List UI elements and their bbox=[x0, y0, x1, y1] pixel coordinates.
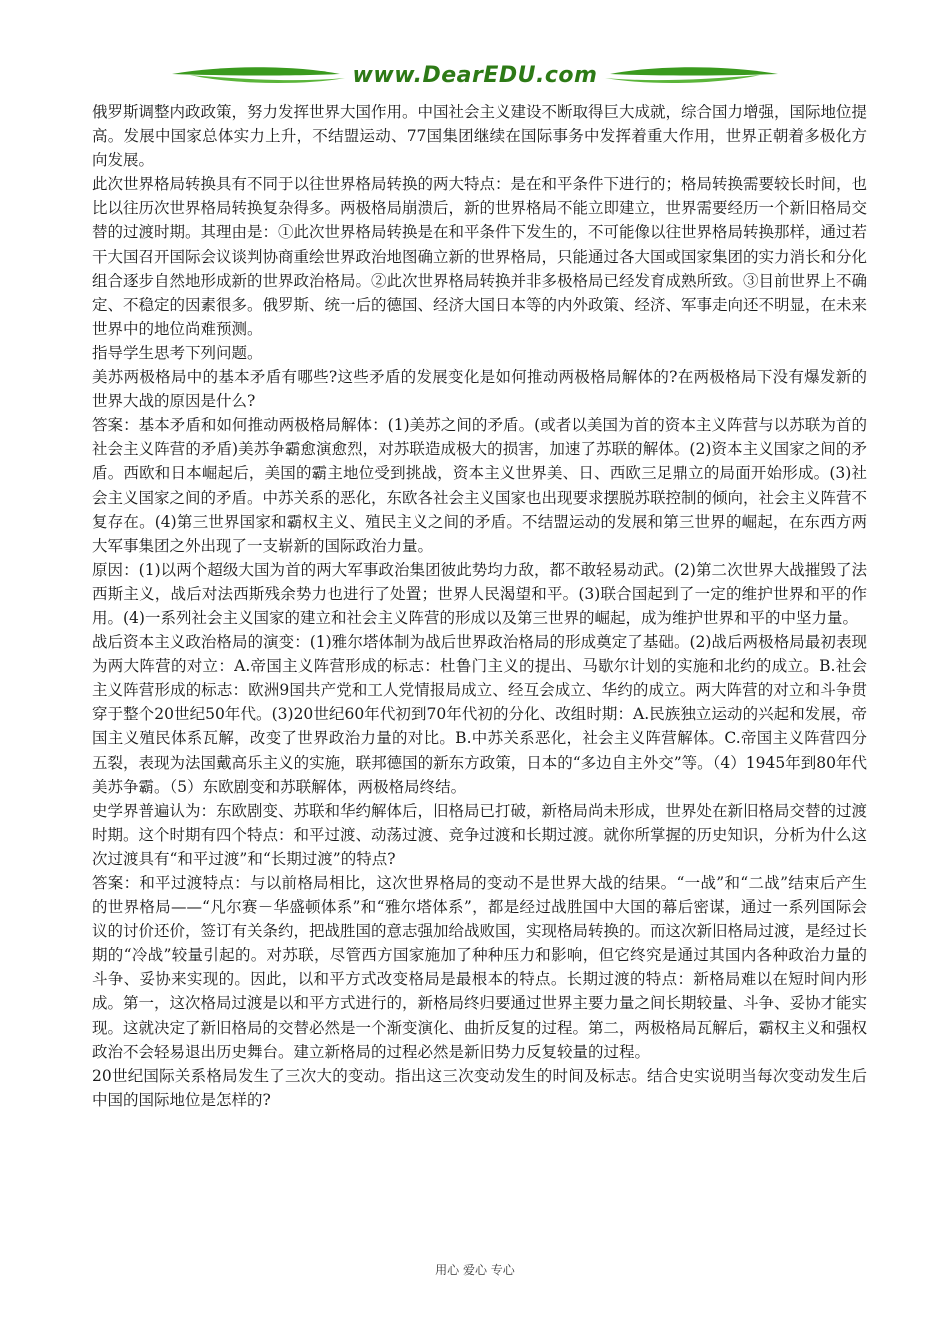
page-footer: 用心 爱心 专心 bbox=[435, 1263, 515, 1277]
paragraph: 美苏两极格局中的基本矛盾有哪些?这些矛盾的发展变化是如何推动两极格局解体的?在两极格局下没有爆发新的世界大战的原因是什么? bbox=[92, 368, 867, 411]
paragraph: 史学界普遍认为：东欧剧变、苏联和华约解体后，旧格局已打破，新格局尚未形成，世界处在新旧格局交替的过渡时期。这个时期有四个特点：和平过渡、动荡过渡、竞争过渡和长期过渡。就你所掌握的历史知识，分析为什么这次过渡具有“和平过渡”和“长期过渡”的特点? bbox=[92, 801, 868, 868]
paragraph: 答案：基本矛盾和如何推动两极格局解体：(1)美苏之间的矛盾。(或者以美国为首的资本主义阵营与以苏联为首的社会主义阵营的矛盾)美苏争霸愈演愈烈，对苏联造成极大的损害，加速了苏联的解体。(2)资本主义国家之间的矛盾。西欧和日本崛起后，美国的霸主地位受到挑战，资本主义世界美、日、西欧三足鼎立的局面开始形成。(3)社会主义国家之间的矛盾。中苏关系的恶化，东欧各社会主义国家也出现要求摆脱苏联控制的倾向，社会主义阵营不复存在。(4)第三世界国家和霸权主义、殖民主义之间的矛盾。不结盟运动的发展和第三世界的崛起，在东西方两大军事集团之外出现了一支崭新的国际政治力量。 bbox=[92, 416, 868, 555]
paragraph: 20世纪国际关系格局发生了三次大的变动。指出这三次变动发生的时间及标志。结合史实说明当每次变动发生后中国的国际地位是怎样的? bbox=[92, 1066, 867, 1109]
page-header bbox=[170, 62, 780, 92]
paragraph: 指导学生思考下列问题。 bbox=[92, 343, 263, 362]
paragraph: 答案：和平过渡特点：与以前格局相比，这次世界格局的变动不是世界大战的结果。“一战”和“二战”结束后产生的世界格局——“凡尔赛－华盛顿体系”和“雅尔塔体系”，都是经过战胜国中大国的幕后密谋，通过一系列国际会议的讨价还价，签订有关条约，把战胜国的意志强加给战败国，实现格局转换的。而这次新旧格局过渡，是经过长期的“冷战”较量引起的。对苏联，尽管西方国家施加了种种压力和影响，但它终究是通过其国内各种政治力量的斗争、妥协来实现的。因此，以和平方式改变格局是最根本的特点。长期过渡的特点：新格局难以在短时间内形成。第一，这次格局过渡是以和平方式进行的，新格局终归要通过世界主要力量之间长期较量、斗争、妥协才能实现。这就决定了新旧格局的交替必然是一个渐变演化、曲折反复的过程。第二，两极格局瓦解后，霸权主义和强权政治不会轻易退出历史舞台。建立新格局的过程必然是新旧势力反复较量的过程。 bbox=[92, 874, 868, 1061]
paragraph: 原因：(1)以两个超级大国为首的两大军事政治集团彼此势均力敌，都不敢轻易动武。(2)第二次世界大战摧毁了法西斯主义，战后对法西斯残余势力也进行了处置；世界人民渴望和平。(3)联合国起到了一定的维护世界和平的作用。(4)一系列社会主义国家的建立和社会主义阵营的形成以及第三世界的崛起，成为维护世界和平的中坚力量。 bbox=[92, 560, 867, 627]
document-body bbox=[92, 100, 867, 1112]
paragraph: 战后资本主义政治格局的演变：(1)雅尔塔体制为战后世界政治格局的形成奠定了基础。(2)战后两极格局最初表现为两大阵营的对立：A.帝国主义阵营形成的标志：杜鲁门主义的提出、马歇尔计划的实施和北约的成立。B.社会主义阵营形成的标志：欧洲9国共产党和工人党情报局成立、经互会成立、华约的成立。两大阵营的对立和斗争贯穿于整个20世纪50年代。(3)20世纪60年代初到70年代初的分化、改组时期：A.民族独立运动的兴起和发展，帝国主义殖民体系瓦解，改变了世界政治力量的对比。B.中苏关系恶化，社会主义阵营解体。C.帝国主义阵营四分五裂，表现为法国戴高乐主义的实施，联邦德国的新东方政策，日本的“多边自主外交”等。（4）1945年到80年代美苏争霸。（5）东欧剧变和苏联解体，两极格局终结。 bbox=[92, 633, 867, 796]
paragraph: 俄罗斯调整内政政策，努力发挥世界大国作用。中国社会主义建设不断取得巨大成就，综合国力增强，国际地位提高。发展中国家总体实力上升，不结盟运动、77国集团继续在国际事务中发挥着重大作用，世界正朝着多极化方向发展。 bbox=[92, 103, 868, 170]
site-name[interactable]: www.DearEDU.com bbox=[352, 63, 598, 88]
paragraph: 此次世界格局转换具有不同于以往世界格局转换的两大特点：是在和平条件下进行的；格局转换需要较长时间，也比以往历次世界格局转换复杂得多。两极格局崩溃后，新的世界格局不能立即建立，世界需要经历一个新旧格局交替的过渡时期。其理由是：①此次世界格局转换是在和平条件下发生的，不可能像以往世界格局转换那样，通过若干大国召开国际会议谈判协商重绘世界政治地图确立新的世界格局，只能通过各大国或国家集团的实力消长和分化组合逐步自然地形成新的世界政治格局。②此次世界格局转换并非多极格局已经发育成熟所致。③目前世界上不确定、不稳定的因素很多。俄罗斯、统一后的德国、经济大国日本等的内外政策、经济、军事走向还不明显，在未来世界中的地位尚难预测。 bbox=[92, 175, 868, 338]
